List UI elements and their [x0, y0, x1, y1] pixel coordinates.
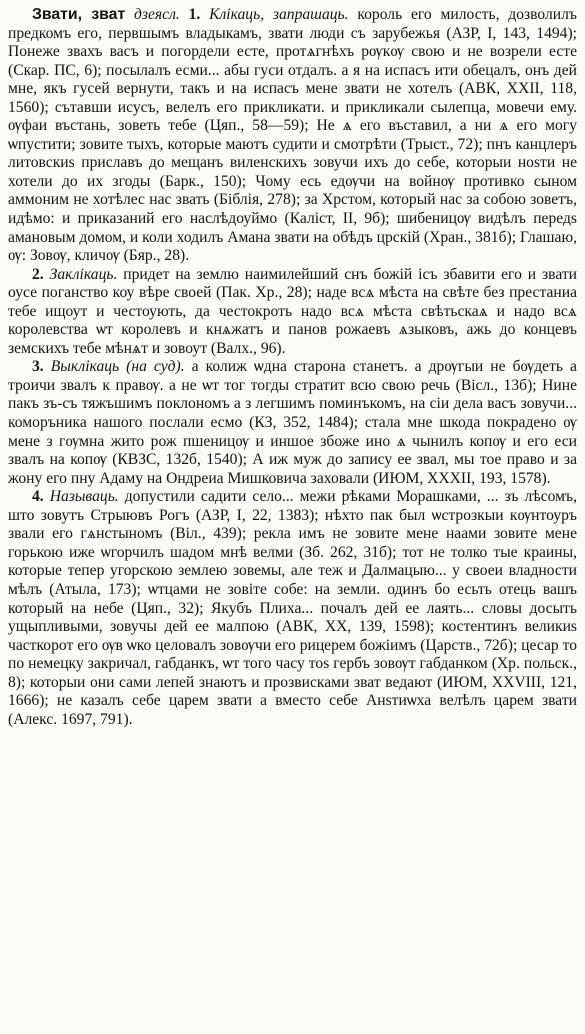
part-of-speech-label: дзеясл. [134, 6, 180, 23]
sense-3-paragraph [8, 358, 577, 488]
sense-gloss: Выклікаць (на суд). [50, 358, 185, 376]
sense-gloss: Называць. [49, 488, 119, 506]
dictionary-entry [8, 6, 577, 729]
sense-citations: придет на землю наимилейший снъ божій ісъ збавити его и звати оусе поганство коу вѣре своей (Пак. Хр., 28); наде всѧ мѣста на свѣте без престаниа тебе ищоут и честоують, да честокроть надо всѧ мѣста свѣтьскаѧ и надо всѧ королевства ѡт королевъ и кнѧжатъ и панов рожаевъ ѧзыковъ, ажь до концевъ земскихъ тебе мѣнѧт и зовоут (Валх., 96). [8, 265, 577, 357]
sense-2-paragraph [8, 266, 577, 359]
sense-citations: король его милость, дозволилъ предкомъ его, первшымъ владыкамъ, звати люди съ зарубежья (АЗР, I, 143, 1494); Понеже звахъ васъ и погордели есте, протѧгнѣхъ рѹкѹ свою и не возрели есте (Скар. ПС, 6); посылалъ есми... абы гуси отдалъ. а я на испасъ ити обецалъ, онъ дей мне, якъ гусей вернути, такъ и на испасъ мене звати не хотелъ (АВК, XXII, 118, 1560); сътавши исусъ, велелъ его прикликати. и прикликали сылепца, мовечи ему. ѹфаи въстань, зоветь тебе (Цяп., 58—59); Не ѧ его въставил, а ни ѧ его могу ѡпустити; зовите тыхъ, которые маютъ судити и смотрѣти (Трыст., 72); пнъ канцлеръ литовскиѕ приславъ до мещанъ виленскихъ зовучи ихъ до себе, которыи ноѕти не хотели до их згоды (Барк., 150); Чому есь едѹчи на войнѹ противко сыном аммоним не хотѣлес нас звать (Біблія, 278); за Хрстом, который нас за собою зоветъ, идѣмо: и приказаний его наслѣдоуймо (Каліст, II, 9б); шибеницѹ видѣлъ передѕ амановым домом, и коли ходилъ Амана звати на обѣдъ црскій (Хран., 381б); Глашаю, ѹ: Зовѹ, кличѹ (Бяр., 28). [8, 6, 577, 265]
sense-1-paragraph [8, 6, 577, 266]
sense-number: 3. [32, 358, 44, 376]
sense-number: 4. [32, 488, 44, 506]
sense-citations: а колиж ѡдна старона станетъ. а дрѹгыи не бѹдеть а троичи звалъ к правѹ. а не ѡт тог тогды стратит всю свою речь (Вісл., 13б); Нине пакъ зъ-съ тяжъшимъ поклономъ а з легшимъ поминъкомъ, на сіи дела васъ зовучи... коморъника нашого послали есмо (КЗ, 352, 1484); стала мне шкода покрадено ѹ мене з гѹмна жито рож пшеницѹ и иншое збоже ино ѧ чынилъ копѹ и его еси звалъ на копѹ (КВЗС, 132б, 1540); А иж муж до запису ее звал, мы тое право и за жону его пну Адаму на Ондреиа Мишковича заховали (ИЮМ, XXXII, 193, 1578). [8, 358, 577, 487]
sense-gloss: Заклікаць. [49, 265, 118, 283]
sense-number: 2. [32, 265, 44, 283]
sense-number: 1. [188, 6, 201, 23]
sense-4-paragraph [8, 488, 577, 729]
sense-citations: допустили садити село... межи рѣками Морашками, ... зъ лѣсомъ, што зовутъ Стрыювъ Рогъ (АЗР, I, 22, 1383); нѣхто пак был ѡстрозкыи кѹнтоуръ звали его гѧнстыномъ (Віл., 439); рекла имъ не зовите мене наами зовите мене горькою иже ѡгорчилъ шадом мнѣ велми (Зб. 262, 31б); тот не толко тые краины, которые тепер угорскою землею зовемы, але теж и Далмацыю... у своеи владности мѣлъ (Атыла, 173); ѡтцами не зовіте собе: на земли. одинъ бо есьть отець вашъ который на небе (Цяп., 32); Якубъ Плиха... почалъ дей ее лаять... словы досыть ущыпливыми, зовучы дей ее малпою (АВК, XX, 139, 1598); костентинъ великиѕ часткорот его ѹв ѡко целовалъ зовѹчи его рицерем божіимъ (Царств., 72б); цесар то по немецку закричал, габданкъ, ѡт того часу тоѕ гербъ зовѹт габданком (Хр. польск., 8); которыи они сами лепей знаютъ и прозвисками зват ведают (ИЮМ, XXVIII, 121, 1666); не казалъ себе царем звати а вместо себе Анѕтиѡха велѣлъ царем звати (Алекс. 1697, 791). [8, 488, 577, 728]
sense-gloss: Клікаць, запрашаць. [209, 6, 349, 23]
entry-headword: Звати, зват [32, 6, 126, 23]
